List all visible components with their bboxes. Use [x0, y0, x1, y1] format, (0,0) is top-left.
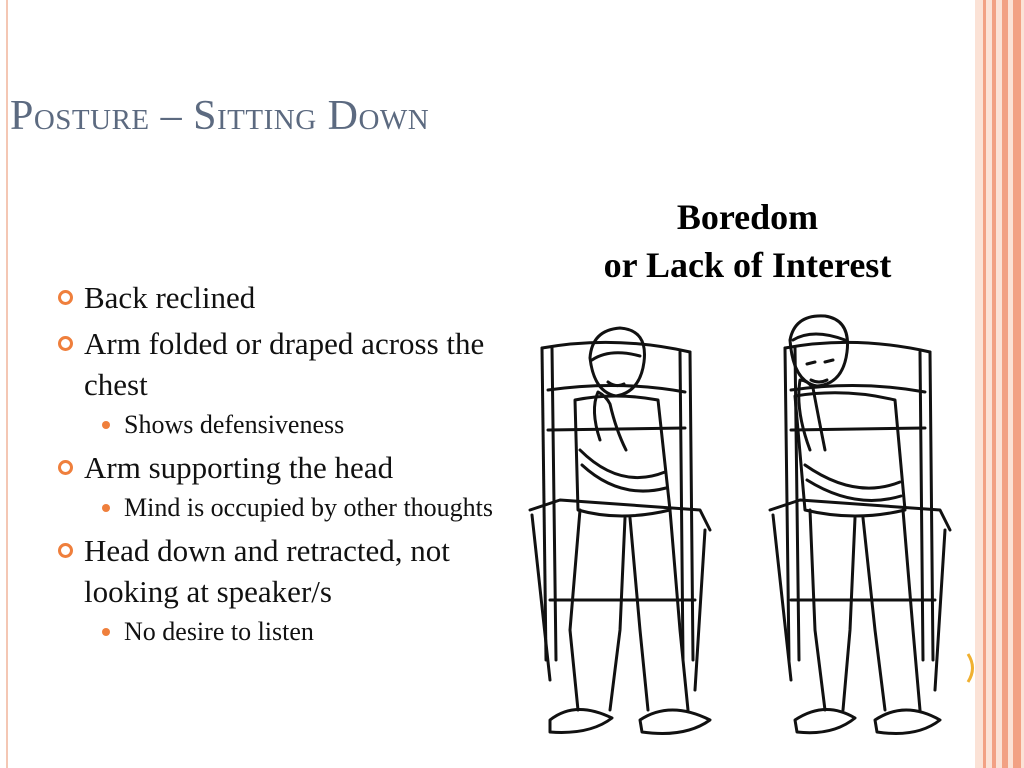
right-edge-band: [975, 0, 1024, 768]
sub-bullet-text: Mind is occupied by other thoughts: [124, 493, 494, 522]
bullet-list: [50, 272, 510, 649]
slide-title: Posture – Sitting Down: [10, 93, 430, 139]
decorative-mark-icon: [965, 650, 979, 686]
bullet-text: Head down and retracted, not looking at speaker/s: [84, 533, 450, 609]
illustration-caption: [520, 193, 975, 289]
right-edge-stripe: [1013, 0, 1021, 768]
bullet-text: Back reclined: [84, 280, 256, 315]
bullet-item: [50, 530, 510, 612]
left-edge-line: [6, 0, 8, 768]
bullet-item: [50, 277, 510, 318]
figure-head-down: [530, 328, 710, 734]
bullet-text: Arm supporting the head: [84, 450, 394, 485]
sub-bullet-text: No desire to listen: [124, 617, 314, 646]
sub-bullet-item: [50, 407, 510, 442]
right-edge-stripe: [1002, 0, 1008, 768]
bullet-circle-icon: [58, 460, 73, 475]
bullet-dot-icon: [102, 421, 110, 429]
bullet-circle-icon: [58, 290, 73, 305]
bullet-dot-icon: [102, 504, 110, 512]
right-edge-stripe: [983, 0, 986, 768]
sub-bullet-item: [50, 490, 510, 525]
bullet-item: [50, 447, 510, 488]
bullet-item: [50, 323, 510, 405]
figure-head-tilted: [770, 316, 950, 734]
bullet-dot-icon: [102, 628, 110, 636]
sub-bullet-text: Shows defensiveness: [124, 410, 345, 439]
caption-line-2: or Lack of Interest: [603, 245, 892, 285]
bullet-text: Arm folded or draped across the chest: [84, 326, 485, 402]
sub-bullet-item: [50, 614, 510, 649]
right-edge-stripe: [992, 0, 996, 768]
bullet-circle-icon: [58, 336, 73, 351]
seated-bored-figures-drawing: [520, 300, 975, 768]
bullet-circle-icon: [58, 543, 73, 558]
caption-line-1: Boredom: [676, 197, 819, 237]
